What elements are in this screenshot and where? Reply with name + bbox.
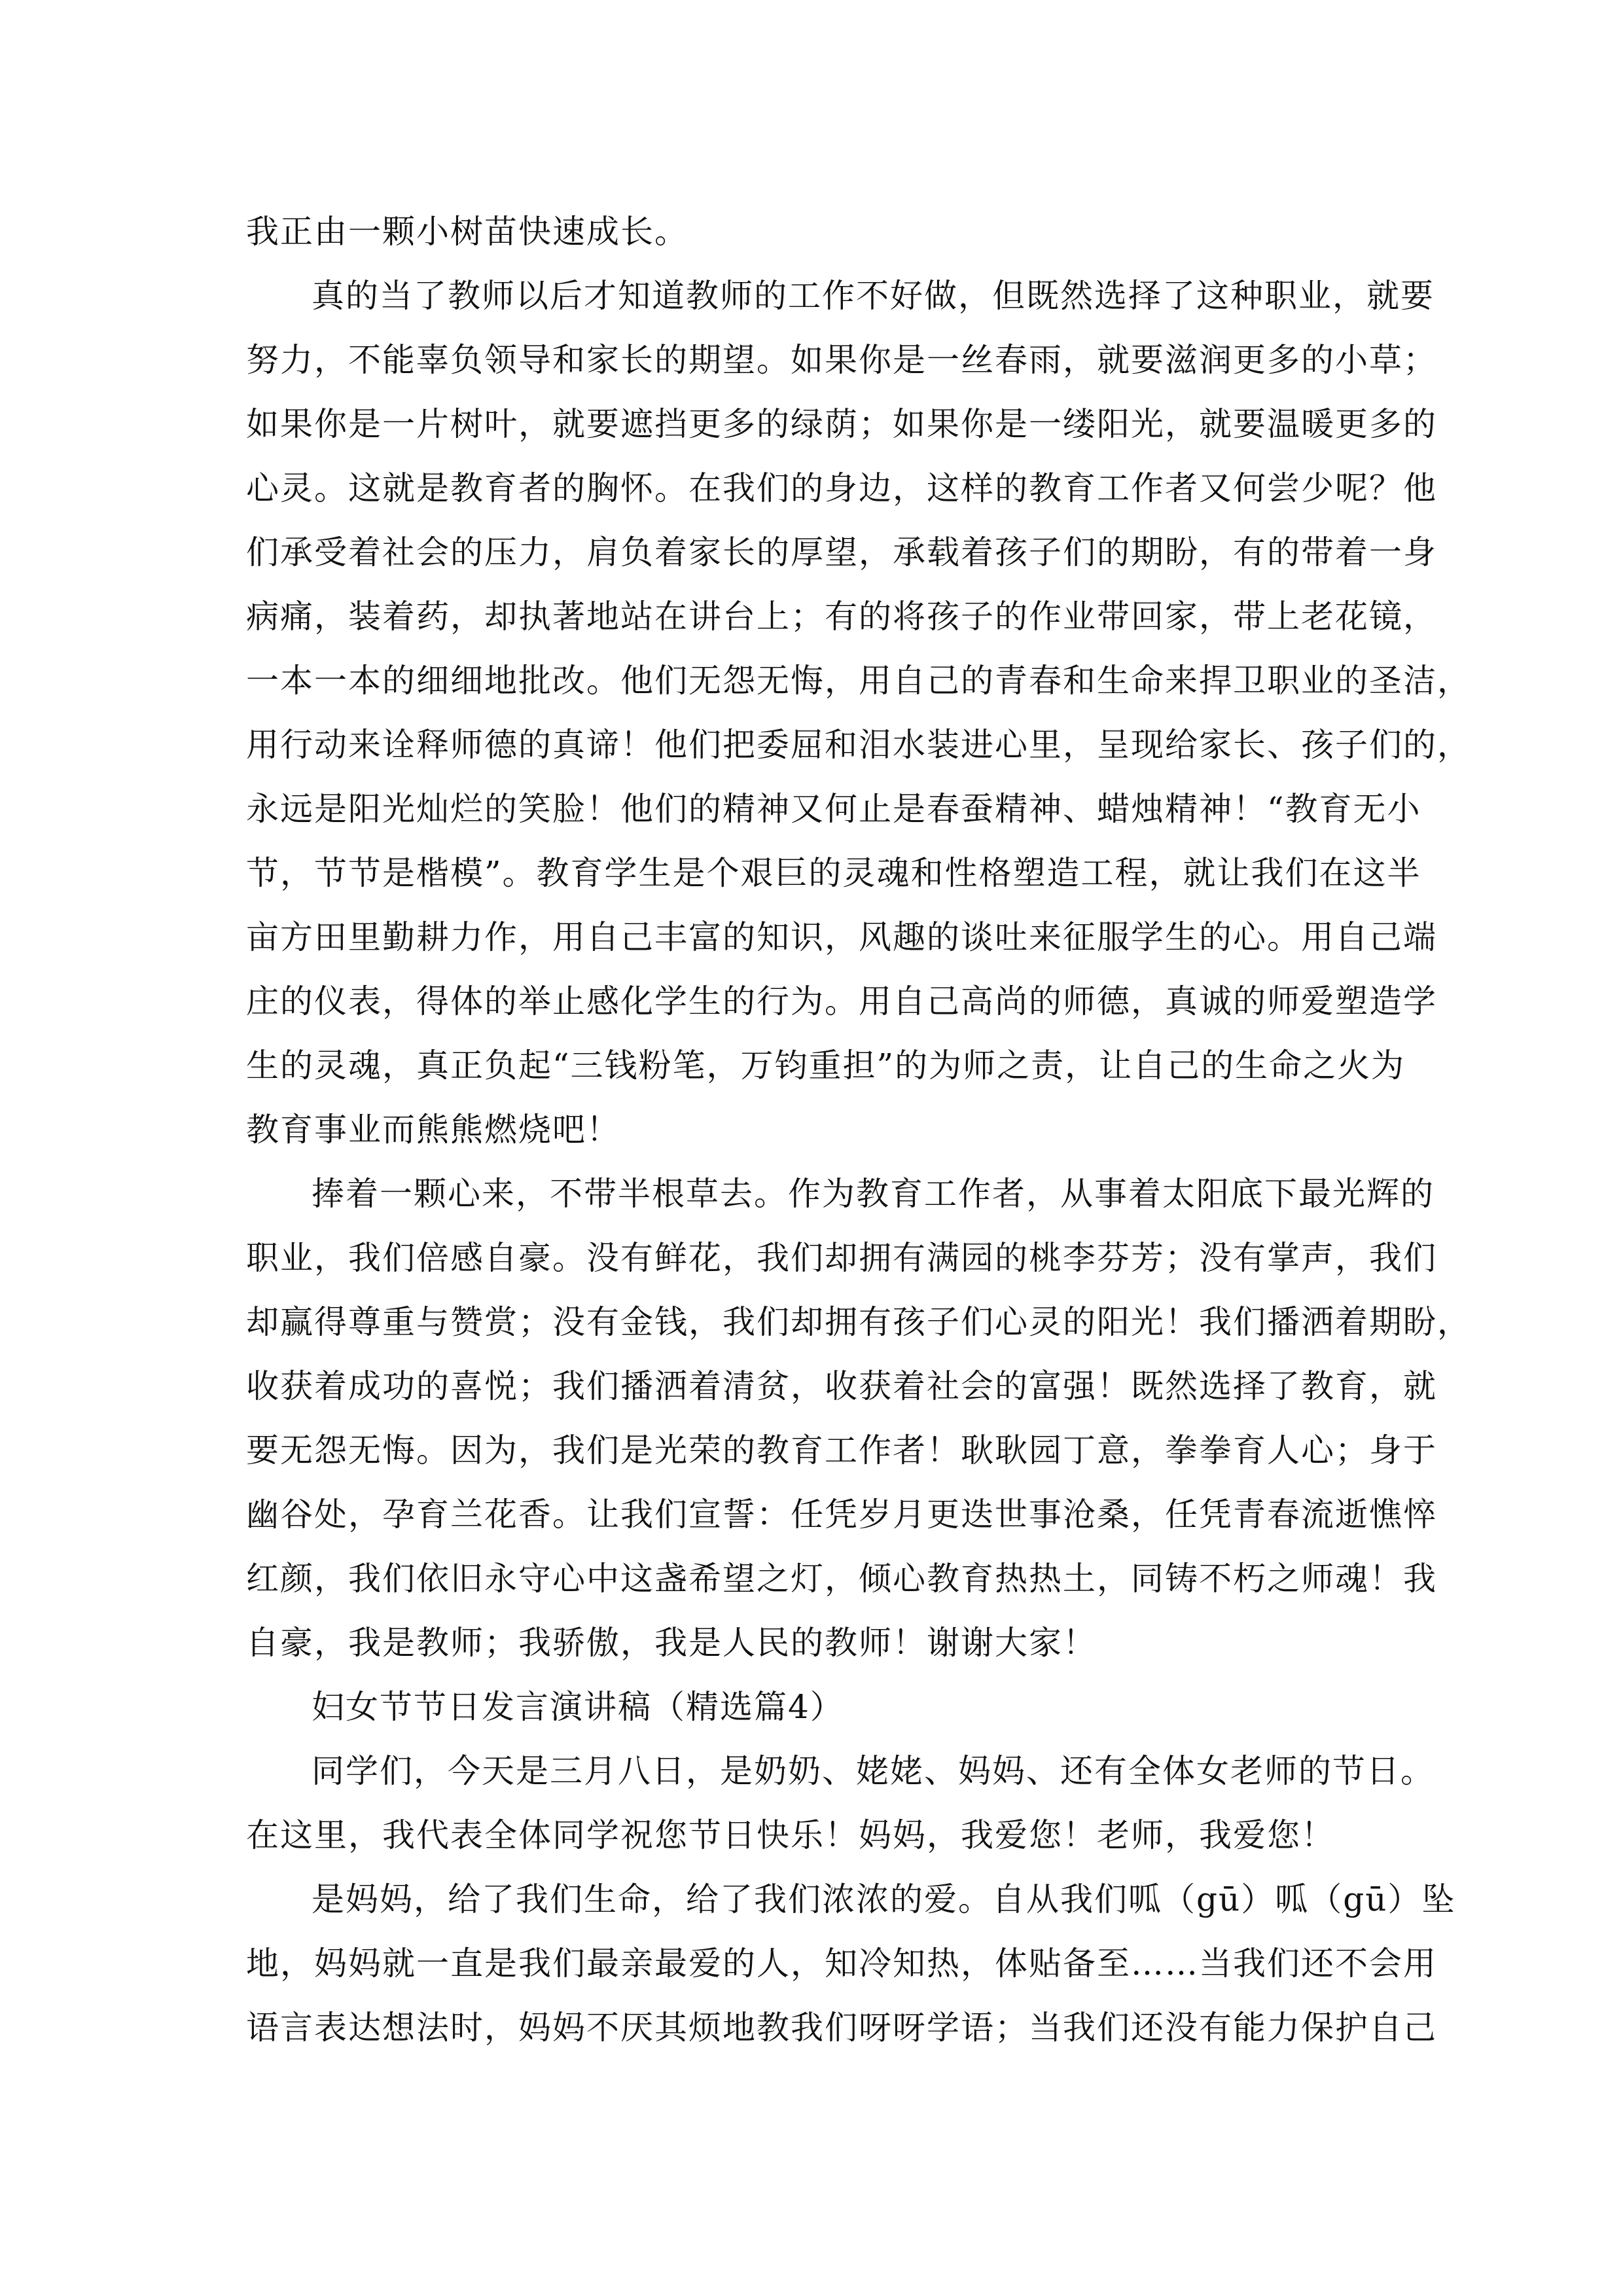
text-line: 幽谷处，孕育兰花香。让我们宣誓：任凭岁月更迭世事沧桑，任凭青春流逝憔悴 <box>246 1496 1437 1534</box>
text-line: 生的灵魂，真正负起“三钱粉笔，万钧重担”的为师之责，让自己的生命之火为 <box>246 1047 1406 1085</box>
text-line: 职业，我们倍感自豪。没有鲜花，我们却拥有满园的桃李芬芳；没有掌声，我们 <box>246 1239 1437 1277</box>
paragraph-start-line: 是妈妈，给了我们生命，给了我们浓浓的爱。自从我们呱（gū）呱（gū）坠 <box>312 1880 1456 1918</box>
text-line: 们承受着社会的压力，肩负着家长的厚望，承载着孩子们的期盼，有的带着一身 <box>246 533 1437 571</box>
text-line: 病痛，装着药，却执著地站在讲台上；有的将孩子的作业带回家，带上老花镜， <box>246 598 1437 636</box>
text-line: 一本一本的细细地批改。他们无怨无悔，用自己的青春和生命来捍卫职业的圣洁， <box>246 662 1471 700</box>
text-line: 要无怨无悔。因为，我们是光荣的教育工作者！耿耿园丁意，拳拳育人心；身于 <box>246 1431 1437 1469</box>
text-line: 亩方田里勤耕力作，用自己丰富的知识，风趣的谈吐来征服学生的心。用自己端 <box>246 918 1437 956</box>
section-heading: 妇女节节日发言演讲稿（精选篇4） <box>312 1688 844 1726</box>
text-line: 教育事业而熊熊燃烧吧！ <box>246 1111 620 1149</box>
document-body <box>246 200 1471 2060</box>
text-line: 却赢得尊重与赞赏；没有金钱，我们却拥有孩子们心灵的阳光！我们播洒着期盼， <box>246 1303 1471 1341</box>
text-line: 我正由一颗小树苗快速成长。 <box>246 213 688 251</box>
text-line: 收获着成功的喜悦；我们播洒着清贫，收获着社会的富强！既然选择了教育，就 <box>246 1367 1437 1405</box>
text-line: 心灵。这就是教育者的胸怀。在我们的身边，这样的教育工作者又何尝少呢？他 <box>246 469 1437 507</box>
text-line: 语言表达想法时，妈妈不厌其烦地教我们呀呀学语；当我们还没有能力保护自己 <box>246 2009 1437 2047</box>
text-line: 努力，不能辜负领导和家长的期望。如果你是一丝春雨，就要滋润更多的小草； <box>246 341 1437 379</box>
text-line: 地，妈妈就一直是我们最亲最爱的人，知冷知热，体贴备至……当我们还不会用 <box>246 1945 1437 1982</box>
text-line: 庄的仪表，得体的举止感化学生的行为。用自己高尚的师德，真诚的师爱塑造学 <box>246 982 1437 1020</box>
text-line: 自豪，我是教师；我骄傲，我是人民的教师！谢谢大家！ <box>246 1624 1097 1662</box>
text-line: 永远是阳光灿烂的笑脸！他们的精神又何止是春蚕精神、蜡烛精神！“教育无小 <box>246 790 1421 828</box>
text-line: 如果你是一片树叶，就要遮挡更多的绿荫；如果你是一缕阳光，就要温暖更多的 <box>246 405 1437 443</box>
text-line: 红颜，我们依旧永守心中这盏希望之灯，倾心教育热热土，同铸不朽之师魂！我 <box>246 1560 1437 1598</box>
text-line: 节，节节是楷模”。教育学生是个艰巨的灵魂和性格塑造工程，就让我们在这半 <box>246 854 1421 892</box>
paragraph-start-line: 同学们，今天是三月八日，是奶奶、姥姥、妈妈、还有全体女老师的节日。 <box>312 1752 1435 1790</box>
text-line: 在这里，我代表全体同学祝您节日快乐！妈妈，我爱您！老师，我爱您！ <box>246 1816 1335 1854</box>
text-line: 用行动来诠释师德的真谛！他们把委屈和泪水装进心里，呈现给家长、孩子们的， <box>246 726 1471 764</box>
paragraph-start-line: 捧着一颗心来，不带半根草去。作为教育工作者，从事着太阳底下最光辉的 <box>312 1175 1435 1213</box>
paragraph-start-line: 真的当了教师以后才知道教师的工作不好做，但既然选择了这种职业，就要 <box>312 277 1435 315</box>
